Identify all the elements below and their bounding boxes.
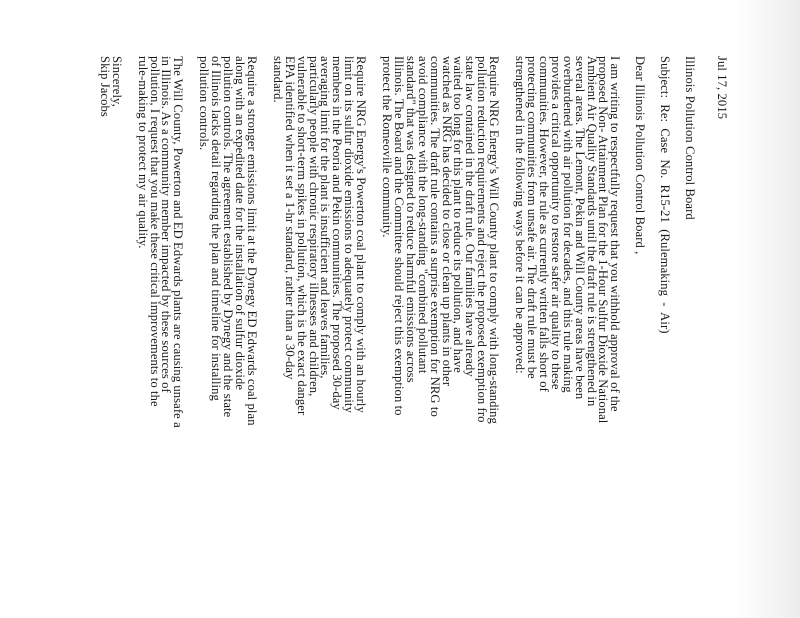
paragraph-line: communities. The draft rule contains a surprise exemption for NRG to [427, 56, 442, 417]
paragraph-line: The Will County, Powerton and ED Edwards plants are causing unsafe a [171, 56, 186, 428]
paragraph-line: proposed Non- Attainment Plan for the 1-Hour Sulfur Dioxide National [596, 56, 611, 424]
letter-subject: Subject: Re: Case No. R15-21 (Rulemaking - Air) [658, 56, 673, 334]
paragraph-ed-edwards [197, 56, 257, 618]
letter-closing: Sincerely, [109, 56, 124, 107]
paragraph-will-county [380, 56, 502, 618]
paragraph-powerton [270, 56, 369, 618]
letter-date: Jul 17, 2015 [715, 56, 729, 120]
paragraph-line: limit on its sulfur dioxide emissions to adequately protect community [342, 56, 357, 414]
paragraph-line: overburdened with air pollution for decades, and this rule making [560, 56, 575, 393]
letter-salutation: Dear Illinois Pollution Control Board , [633, 56, 648, 255]
paragraph-line: particularly people with chronic respiratory illnesses and children, [306, 56, 321, 397]
paragraph-line: Require NRG Energy's Powerton coal plant to comply with an hourly [354, 56, 369, 413]
letter-body [98, 56, 727, 618]
paragraph-intro [513, 56, 623, 618]
paragraph-line: EPA identified when it set a 1-hr standard, rather than a 30-day [282, 56, 297, 380]
paragraph-line: Illinois. The Board and the Committee should reject this exemption to [391, 56, 406, 416]
paragraph-line: pollution, I request that you make these critical improvements to the [147, 56, 162, 407]
paragraph-line: waited too long for this plant to reduce its pollution, and have [451, 56, 466, 373]
paragraph-line: watched as NRG has decided to close or clean up plants in other [439, 56, 454, 387]
paragraph-line: Require a stronger emissions limit at the Dynegy ED Edwards coal plan [244, 56, 259, 426]
paragraph-line: in Illinois. As a community member impacted by these sources of [159, 56, 174, 393]
paragraph-line: standard. [270, 56, 285, 103]
paragraph-line: strengthened in the following ways before it can be approved: [513, 56, 528, 374]
letter-recipient: Illinois Pollution Control Board [683, 56, 698, 220]
paragraph-line: pollution controls. The agreement established by Dynegy and the state [221, 56, 236, 418]
paragraph-line: provides a critical opportunity to restore safer air quality to these [548, 56, 563, 390]
paragraph-line: protecting communities from unsafe air. The draft rule must be [525, 56, 540, 379]
paragraph-line: several areas. The Lemont, Pekin and Will County areas have been [572, 56, 587, 400]
paragraph-line: Ambient Air Quality Standards until the draft rule is strengthened in [584, 56, 599, 407]
scan-edge-shadow [735, 0, 800, 618]
paragraph-line: pollution controls. [197, 56, 212, 151]
paragraph-line: along with an expedited date for the installation of sulfur dioxide [233, 56, 247, 391]
paragraph-conclusion [136, 56, 184, 618]
paragraph-line: state law contained in the draft rule. Our families have already [463, 56, 478, 377]
paragraph-line: pollution reduction requirements and reject the proposed exemption fro [475, 56, 490, 423]
paragraph-line: vulnerable to short-term spikes in pollution, which is the exact danger [294, 56, 309, 416]
paragraph-line: communities. However, the rule as currently written falls short of [536, 56, 551, 392]
paragraph-line: standard" that was designed to reduce harmful emissions across [403, 56, 418, 383]
paragraph-line: of Illinois lacks detail regarding the plan and timeline for installing [209, 56, 224, 401]
paragraph-line: rule-making to protect my air quality. [135, 56, 150, 249]
paragraph-line: Require NRG Energy's Will County plant to comply with long-standing [487, 56, 502, 424]
paragraph-line: protect the Romeoville community. [380, 56, 395, 238]
paragraph-line: averaging limit for the plant is insufficient and leaves families, [318, 56, 333, 379]
letter-signature: Skip Jacobs [97, 56, 112, 117]
paragraph-line: I am writing to respectfully request that you withhold approval of the [608, 56, 623, 412]
paragraph-line: avoid compliance with the long-standing "combined pollutant [415, 56, 430, 374]
paragraph-line: members in the Peoria and Pekin communities. The proposed 30-day [330, 56, 345, 410]
